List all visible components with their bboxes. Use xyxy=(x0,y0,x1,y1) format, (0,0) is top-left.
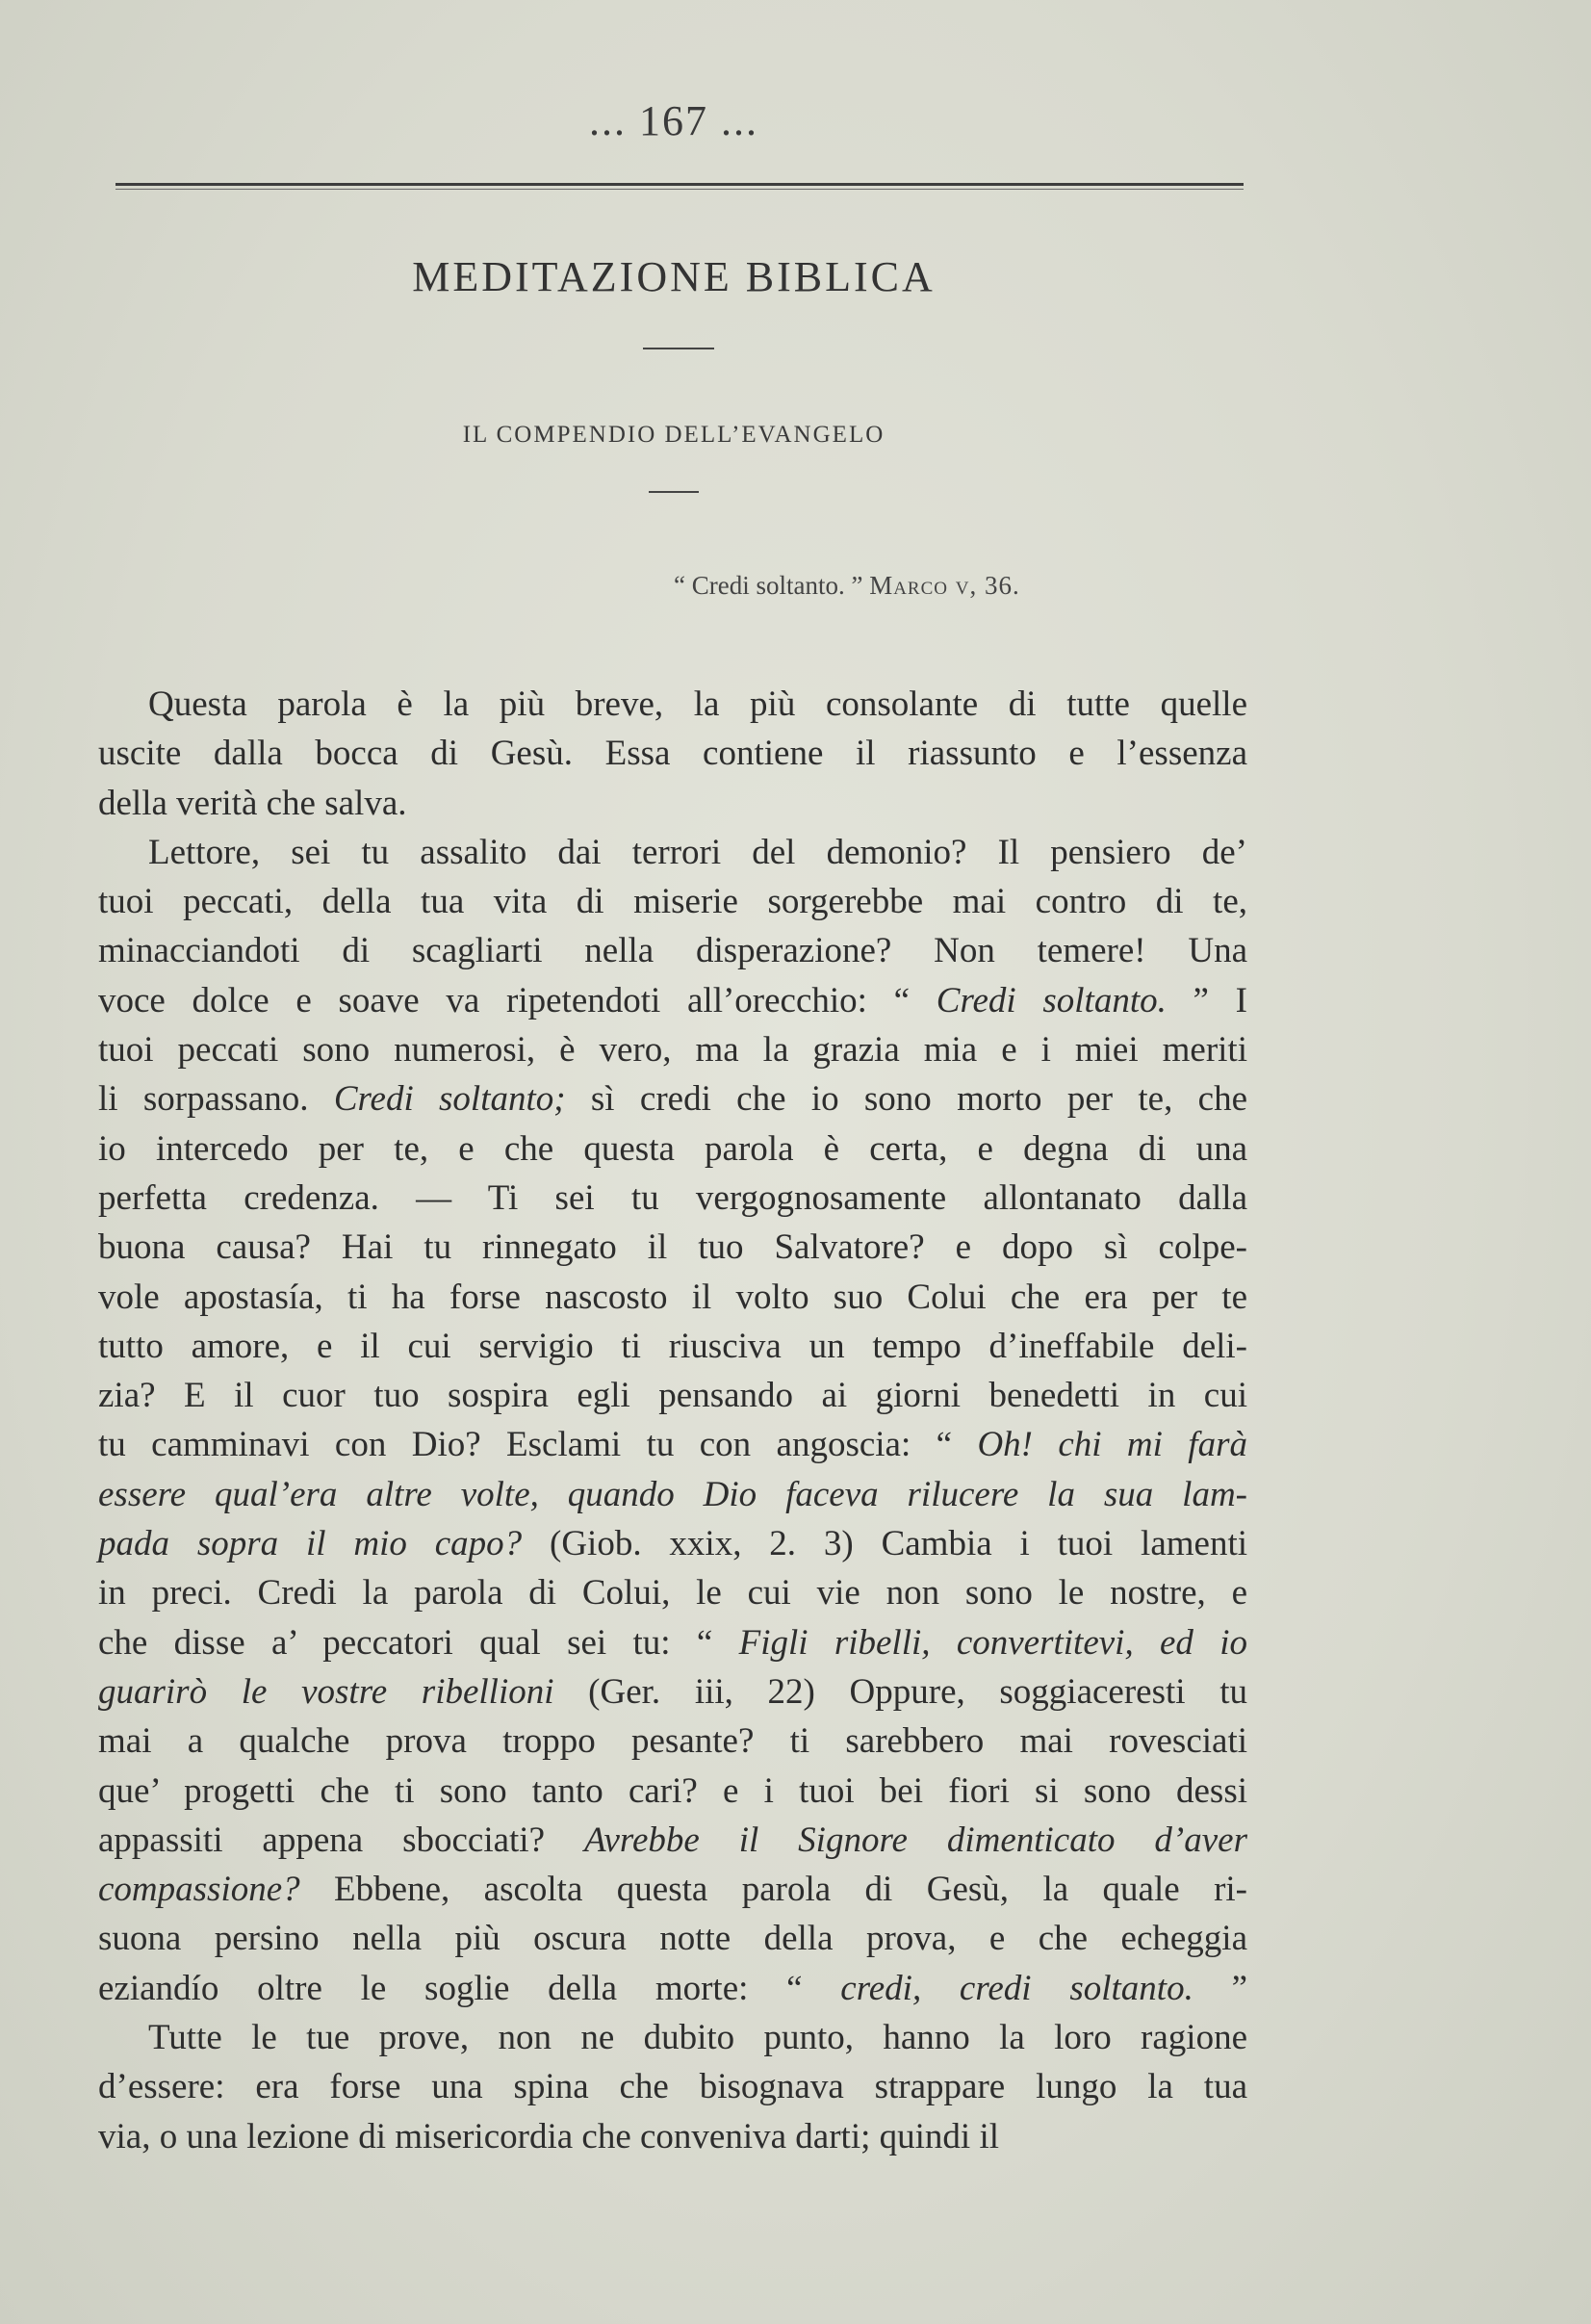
text-line xyxy=(98,1371,1247,1420)
text-line xyxy=(98,1618,1247,1667)
text-line xyxy=(98,1470,1247,1519)
text-line xyxy=(98,1519,1247,1568)
text-line xyxy=(98,926,1247,975)
italic-text: Credi soltanto. xyxy=(936,980,1167,1020)
text-segment: appassiti appena sbocciati? xyxy=(98,1820,584,1860)
chapter-title: MEDITAZIONE BIBLICA xyxy=(412,253,936,300)
text-segment: tuoi peccati sono numerosi, è vero, ma la grazia mia e i miei meriti xyxy=(98,1030,1247,1071)
subtitle-divider xyxy=(649,491,699,493)
text-segment: zia? E il cuor tuo sospira egli pensando ai giorni benedetti in cui xyxy=(98,1376,1247,1416)
text-segment: via, o una lezione di misericordia che conveniva darti; quindi il xyxy=(98,2116,1000,2156)
header-rule xyxy=(115,183,1244,190)
text-segment: que’ progetti che ti sono tanto cari? e i tuoi bei fiori si sono dessi xyxy=(98,1770,1247,1811)
text-segment: in preci. Credi la parola di Colui, le cui vie non sono le nostre, e xyxy=(98,1573,1247,1614)
text-line xyxy=(98,1717,1247,1766)
text-line xyxy=(98,1914,1247,1963)
text-segment: ” xyxy=(1193,1968,1247,2008)
text-line xyxy=(98,1964,1247,2013)
title-divider xyxy=(643,348,714,349)
text-line xyxy=(98,1865,1247,1914)
text-line xyxy=(98,680,1247,729)
epigraph xyxy=(674,571,1251,601)
text-segment: io intercedo per te, e che questa parola è certa, e degna di una xyxy=(98,1128,1247,1169)
italic-text: guarirò le vostre ribellioni xyxy=(98,1671,554,1712)
italic-text: Oh! chi mi farà xyxy=(977,1425,1247,1465)
text-segment: vole apostasía, ti ha forse nascosto il volto suo Colui che era per te xyxy=(98,1277,1247,1317)
page-number: ... 167 ... xyxy=(589,97,758,144)
italic-text: essere qual’era altre volte, quando Dio faceva rilucere la sua lam- xyxy=(98,1474,1247,1514)
text-line xyxy=(98,1223,1247,1272)
text-segment: Ebbene, ascolta questa parola di Gesù, la quale ri- xyxy=(299,1870,1247,1910)
text-segment: buona causa? Hai tu rinnegato il tuo Salvatore? e dopo sì colpe- xyxy=(98,1227,1247,1268)
text-segment: minacciandoti di scagliarti nella disperazione? Non temere! Una xyxy=(98,931,1247,971)
body-text xyxy=(98,680,1247,2161)
text-segment: (Giob. xxix, 2. 3) Cambia i tuoi lamenti xyxy=(522,1524,1248,1564)
text-line xyxy=(98,2062,1247,2111)
text-segment: mai a qualche prova troppo pesante? ti sarebbero mai rovesciati xyxy=(98,1721,1247,1762)
text-segment: li sorpassano. xyxy=(98,1079,334,1120)
text-line xyxy=(98,1124,1247,1174)
italic-text: pada sopra il mio capo? xyxy=(98,1524,523,1564)
text-line xyxy=(98,1322,1247,1371)
text-segment: eziandío oltre le soglie della morte: “ xyxy=(98,1968,841,2008)
italic-text: credi, credi soltanto. xyxy=(840,1968,1193,2008)
text-line xyxy=(98,1816,1247,1865)
text-line xyxy=(98,1074,1247,1123)
text-line xyxy=(98,2013,1247,2062)
text-line xyxy=(98,1767,1247,1816)
text-line xyxy=(98,729,1247,778)
text-segment: d’essere: era forse una spina che bisognava strappare lungo la tua xyxy=(98,2067,1247,2107)
epigraph-quote: “ Credi soltanto. ” xyxy=(674,571,863,600)
text-segment: tutto amore, e il cui servigio ti riusciva un tempo d’ineffabile deli- xyxy=(98,1326,1247,1366)
text-line xyxy=(98,877,1247,926)
text-line xyxy=(98,1420,1247,1469)
italic-text: Credi soltanto; xyxy=(333,1079,566,1120)
text-line xyxy=(98,1667,1247,1717)
text-segment: Lettore, sei tu assalito dai terrori del demonio? Il pensiero de’ xyxy=(148,832,1247,872)
text-line xyxy=(98,1174,1247,1223)
text-segment: suona persino nella più oscura notte della prova, e che echeggia xyxy=(98,1919,1247,1959)
epigraph-reference: Marco v, 36. xyxy=(869,571,1020,600)
text-line xyxy=(98,1568,1247,1617)
chapter-subtitle: IL COMPENDIO DELL’EVANGELO xyxy=(462,422,885,448)
text-segment: della verità che salva. xyxy=(98,783,407,823)
text-segment: Tutte le tue prove, non ne dubito punto, hanno la loro ragione xyxy=(148,2018,1247,2058)
text-segment: voce dolce e soave va ripetendoti all’orecchio: “ xyxy=(98,980,937,1020)
italic-text: Avrebbe il Signore dimenticato d’aver xyxy=(583,1820,1247,1860)
text-segment: uscite dalla bocca di Gesù. Essa contiene il riassunto e l’essenza xyxy=(98,734,1247,774)
text-line xyxy=(98,976,1247,1025)
italic-text: compassione? xyxy=(98,1870,300,1910)
text-segment: che disse a’ peccatori qual sei tu: “ xyxy=(98,1622,739,1663)
text-segment: tuoi peccati, della tua vita di miserie sorgerebbe mai contro di te, xyxy=(98,882,1247,922)
text-segment: ” I xyxy=(1166,980,1247,1020)
text-segment: sì credi che io sono morto per te, che xyxy=(565,1079,1247,1120)
text-line xyxy=(98,1273,1247,1322)
text-segment: perfetta credenza. — Ti sei tu vergognosamente allontanato dalla xyxy=(98,1177,1247,1218)
text-line xyxy=(98,2112,1247,2161)
text-segment: (Ger. iii, 22) Oppure, soggiaceresti tu xyxy=(553,1671,1247,1712)
text-segment: tu camminavi con Dio? Esclami tu con angoscia: “ xyxy=(98,1425,978,1465)
text-segment: Questa parola è la più breve, la più consolante di tutte quelle xyxy=(148,684,1247,724)
text-line xyxy=(98,779,1247,828)
italic-text: Figli ribelli, convertitevi, ed io xyxy=(738,1622,1247,1663)
text-line xyxy=(98,1025,1247,1074)
text-line xyxy=(98,828,1247,877)
